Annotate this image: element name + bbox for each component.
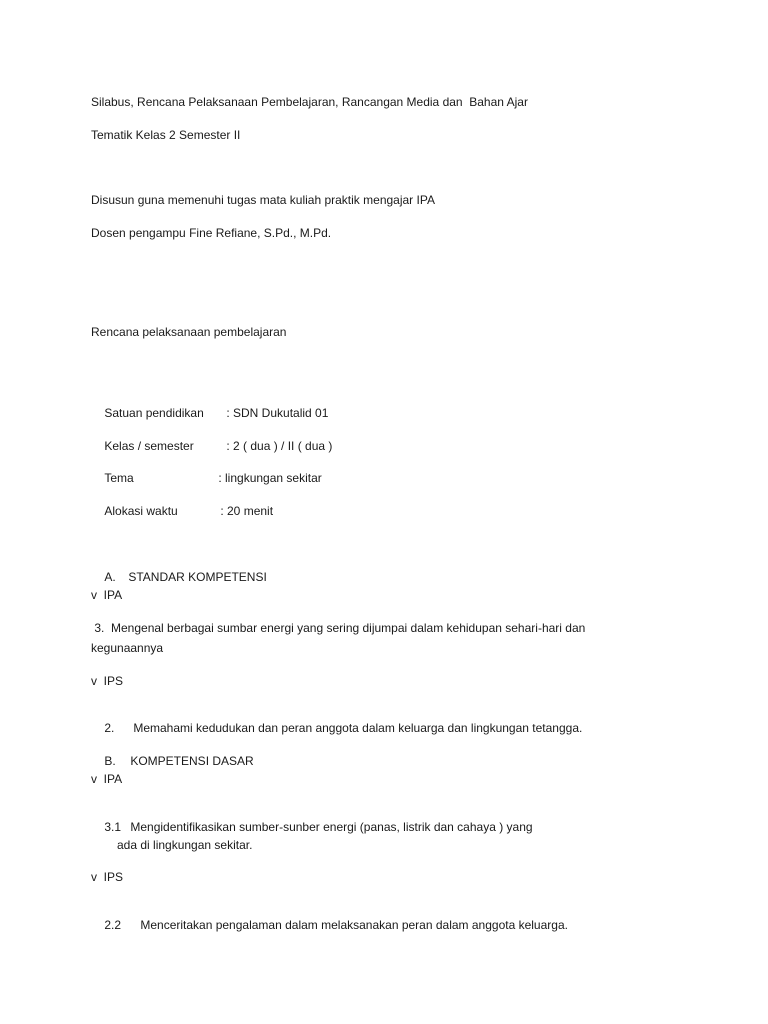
document-subtitle: Tematik Kelas 2 Semester II — [91, 128, 241, 142]
bullet-ips-label: v IPS — [91, 674, 124, 688]
document-title: Silabus, Rencana Pelaksanaan Pembelajaran, Rancangan Media dan Bahan Ajar — [91, 95, 528, 109]
section-title: STANDAR KOMPETENSI — [128, 570, 267, 584]
item-text: Memahami kedudukan dan peran anggota dalam keluarga dan lingkungan tetangga. — [133, 721, 583, 735]
section-title: KOMPETENSI DASAR — [130, 754, 254, 768]
bullet-ipa-label: v IPA — [91, 772, 123, 786]
bullet-ipa-label: v IPA — [91, 588, 123, 602]
lecturer-line: Dosen pengampu Fine Refiane, S.Pd., M.Pd. — [91, 226, 332, 240]
field-label: Tema — [104, 471, 134, 485]
item-number: 2. — [104, 721, 115, 735]
section-marker: A. — [104, 570, 116, 584]
field-label: Kelas / semester — [104, 439, 194, 453]
section-marker: B. — [104, 754, 116, 768]
sk-ipa-item-line1: 3. Mengenal berbagai sumbar energi yang sering dijumpai dalam kehidupan sehari-hari dan — [91, 621, 586, 635]
kd-ips-item — [91, 903, 568, 948]
bullet-ips-label: v IPS — [91, 870, 124, 884]
field-value: : 2 ( dua ) / II ( dua ) — [226, 439, 333, 453]
field-alokasi-waktu — [91, 489, 273, 534]
field-label: Alokasi waktu — [104, 504, 178, 518]
item-text: Menceritakan pengalaman dalam melaksanakan peran dalam anggota keluarga. — [140, 918, 568, 932]
field-value: : SDN Dukutalid 01 — [226, 406, 329, 420]
item-text: Mengidentifikasikan sumber-sunber energi (panas, listrik dan cahaya ) yang — [130, 820, 533, 834]
item-number: 2.2 — [104, 918, 122, 932]
purpose-line: Disusun guna memenuhi tugas mata kuliah praktik mengajar IPA — [91, 193, 435, 207]
field-value: : lingkungan sekitar — [218, 471, 322, 485]
kd-ipa-item-line2: ada di lingkungan sekitar. — [117, 838, 253, 852]
rpp-heading: Rencana pelaksanaan pembelajaran — [91, 325, 287, 339]
field-value: : 20 menit — [220, 504, 274, 518]
item-number: 3.1 — [104, 820, 122, 834]
sk-ipa-item-line2: kegunaannya — [91, 641, 164, 655]
field-label: Satuan pendidikan — [104, 406, 204, 420]
